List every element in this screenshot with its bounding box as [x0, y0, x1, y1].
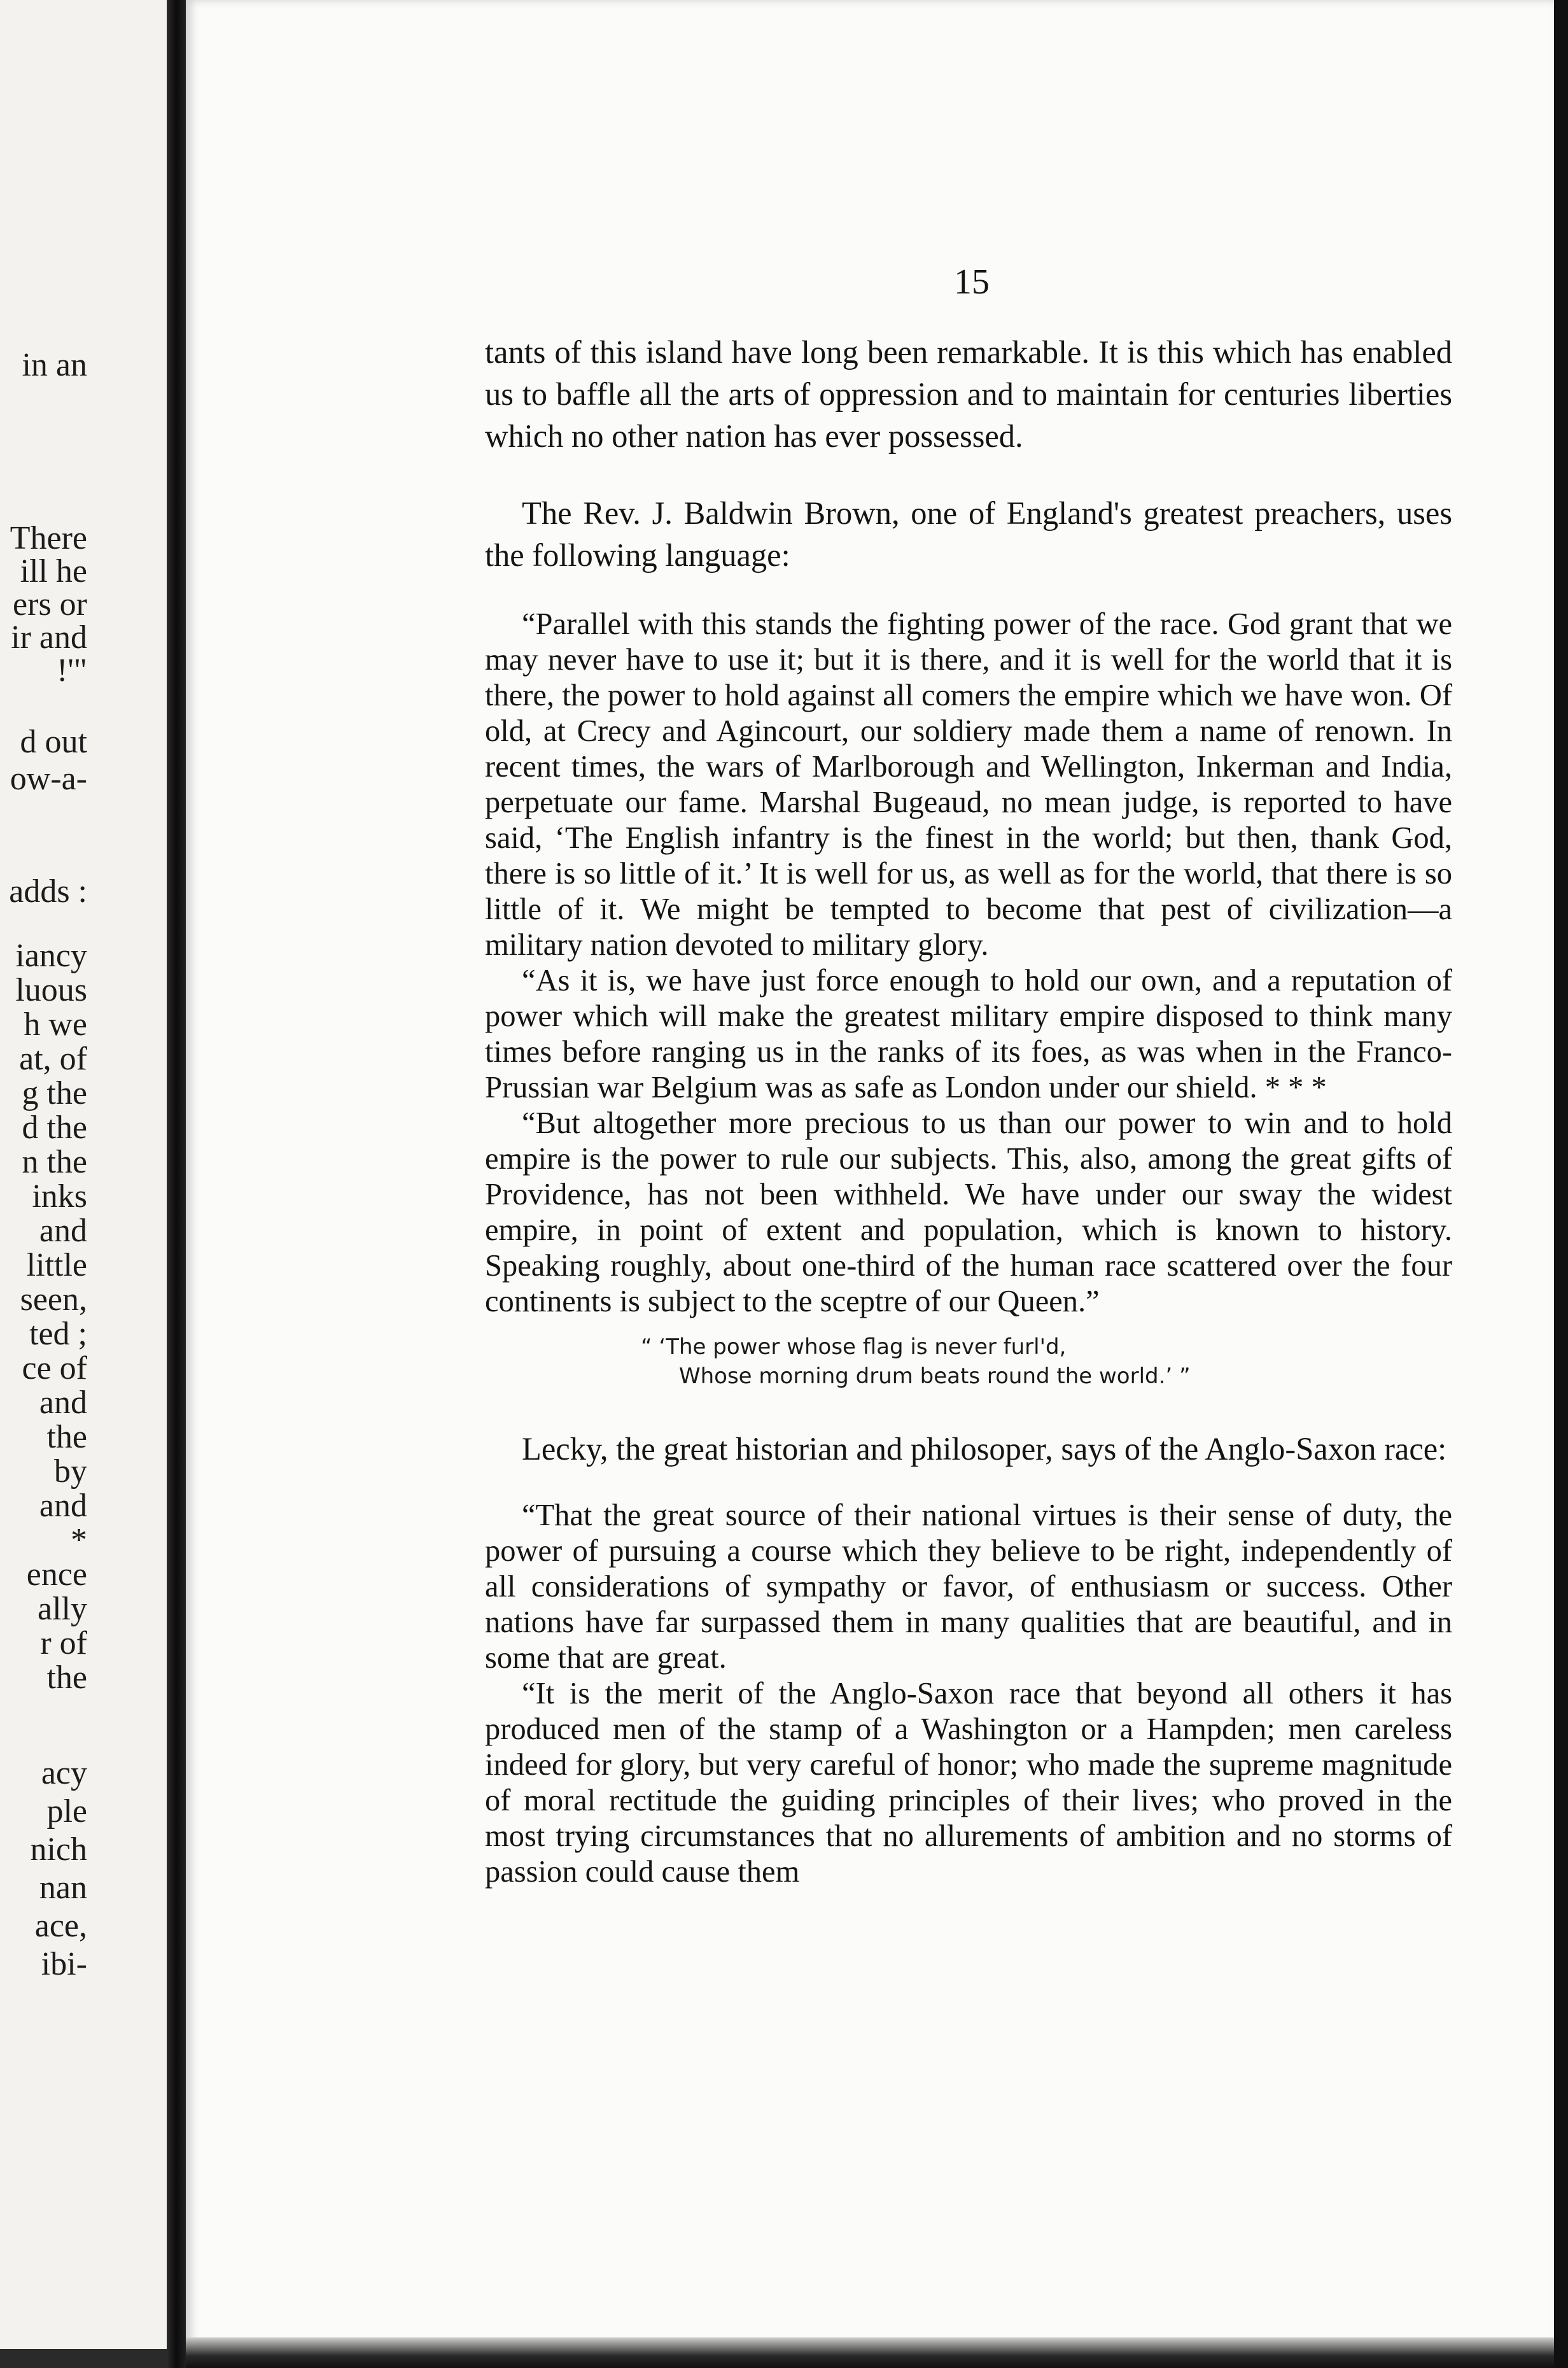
left-fragment-line: ted ;: [29, 1316, 87, 1352]
current-page: [186, 0, 1554, 2368]
left-fragment-line: inks: [32, 1178, 87, 1215]
left-fragment-line: ence: [26, 1556, 87, 1593]
page-body: [485, 331, 1452, 1890]
left-fragment-line: r of: [40, 1625, 87, 1661]
left-fragment-line: in an: [22, 347, 87, 383]
page-shadow: [0, 2349, 167, 2368]
left-fragment-line: ill he: [20, 553, 87, 589]
left-fragment-line: by: [54, 1453, 87, 1490]
left-fragment-line: ally: [38, 1591, 87, 1627]
left-fragment-line: ir and: [11, 619, 87, 656]
left-fragment-line: and: [39, 1385, 87, 1421]
left-fragment-line: g the: [22, 1075, 87, 1111]
left-fragment-line: ple: [46, 1793, 87, 1829]
quote-paragraph: “But altogether more precious to us than our power to win and to hold empire is the power to rule our subjects. This, also, among the great gifts of Providence, has not been withheld. We have under our sway the widest empire, in point of extent and population, which is known to history. Speaking roughly, about one-third of the human race scattered over the four continents is subject to the sceptre of our Queen.”: [485, 1106, 1452, 1318]
verse-quote: [485, 1332, 1452, 1391]
quote-paragraph: “That the great source of their national virtues is their sense of duty, the power of pursuing a course which they believe to be right, independently of all considerations of sympathy or favor, of enthusiasm or success. Other nations have far surpassed them in many qualities that are beautiful, and in some that are great.: [485, 1498, 1452, 1675]
left-fragment-line: at, of: [19, 1041, 87, 1077]
left-fragment-line: and: [39, 1488, 87, 1524]
left-fragment-line: d out: [20, 724, 87, 760]
left-fragment-line: d the: [22, 1110, 87, 1146]
left-fragment-line: ow-a-: [10, 761, 87, 797]
scan-right-edge: [1554, 0, 1568, 2368]
quote-paragraph: “As it is, we have just force enough to hold our own, and a reputation of power which will make the greatest military empire disposed to think many times before ranging us in the ranks of its foes, as was when in the Franco-Prussian war Belgium was as safe as London under our shield. * * *: [485, 964, 1452, 1104]
left-fragment-line: little: [26, 1247, 87, 1283]
left-fragment-line: luous: [15, 972, 87, 1008]
page-bottom-edge: [186, 2337, 1554, 2368]
paragraph-continuation: tants of this island have long been remarkable. It is this which has enabled us to baffle all the arts of oppression and to maintain for centuries liberties which no other nation has ever possessed.: [485, 334, 1452, 454]
verse-line: Whose morning drum beats round the world.’ ”: [679, 1364, 1191, 1389]
paragraph-lecky-intro: Lecky, the great historian and philosoper, says of the Anglo-Saxon race:: [522, 1431, 1447, 1467]
left-fragment-line: !'": [57, 652, 87, 689]
left-fragment-line: iancy: [15, 938, 87, 974]
left-fragment-line: seen,: [20, 1281, 87, 1318]
left-fragment-line: n the: [22, 1144, 87, 1180]
left-fragment-line: ce of: [22, 1350, 87, 1386]
left-fragment-line: h we: [24, 1006, 87, 1043]
left-fragment-line: adds :: [9, 873, 87, 910]
left-fragment-line: *: [71, 1522, 87, 1558]
left-fragment-line: nich: [30, 1831, 87, 1868]
left-fragment-line: and: [39, 1213, 87, 1249]
left-fragment-line: There: [10, 520, 87, 556]
left-fragment-line: the: [46, 1419, 87, 1455]
left-fragment-line: acy: [41, 1755, 87, 1791]
left-fragment-line: the: [46, 1660, 87, 1696]
quote-paragraph: “It is the merit of the Anglo-Saxon race that beyond all others it has produced men of the stamp of a Washington or a Hampden; men careless indeed for glory, but very careful of honor; who made the supreme magnitude of moral rectitude the guiding principles of their lives; who proved in the most trying circumstances that no allurements of ambition and no storms of passion could cause them: [485, 1677, 1452, 1889]
left-fragment-line: nan: [39, 1870, 87, 1906]
left-fragment-line: ibi-: [41, 1946, 87, 1982]
page-number: 15: [954, 262, 990, 302]
left-fragment-line: ace,: [34, 1908, 87, 1944]
verse-line: “ ‘The power whose flag is never furl'd,: [641, 1334, 1067, 1360]
previous-page-fragment: [0, 0, 167, 2368]
paragraph-brown-intro: The Rev. J. Baldwin Brown, one of England's greatest preachers, uses the following language:: [485, 495, 1452, 573]
left-fragment-line: ers or: [13, 586, 87, 623]
book-gutter: [167, 0, 186, 2368]
quote-paragraph: “Parallel with this stands the fighting power of the race. God grant that we may never have to use it; but it is there, and it is well for the world that it is there, the power to hold against all comers the empire which we have won. Of old, at Crecy and Agincourt, our soldiery made them a name of renown. In recent times, the wars of Marlborough and Wellington, Inkerman and India, perpetuate our fame. Marshal Bugeaud, no mean judge, is reported to have said, ‘The English infantry is the finest in the world; but then, thank God, there is so little of it.’ It is well for us, as well as for the world, that there is so little of it. We might be tempted to become that pest of civilization—a military nation devoted to military glory.: [485, 607, 1452, 962]
